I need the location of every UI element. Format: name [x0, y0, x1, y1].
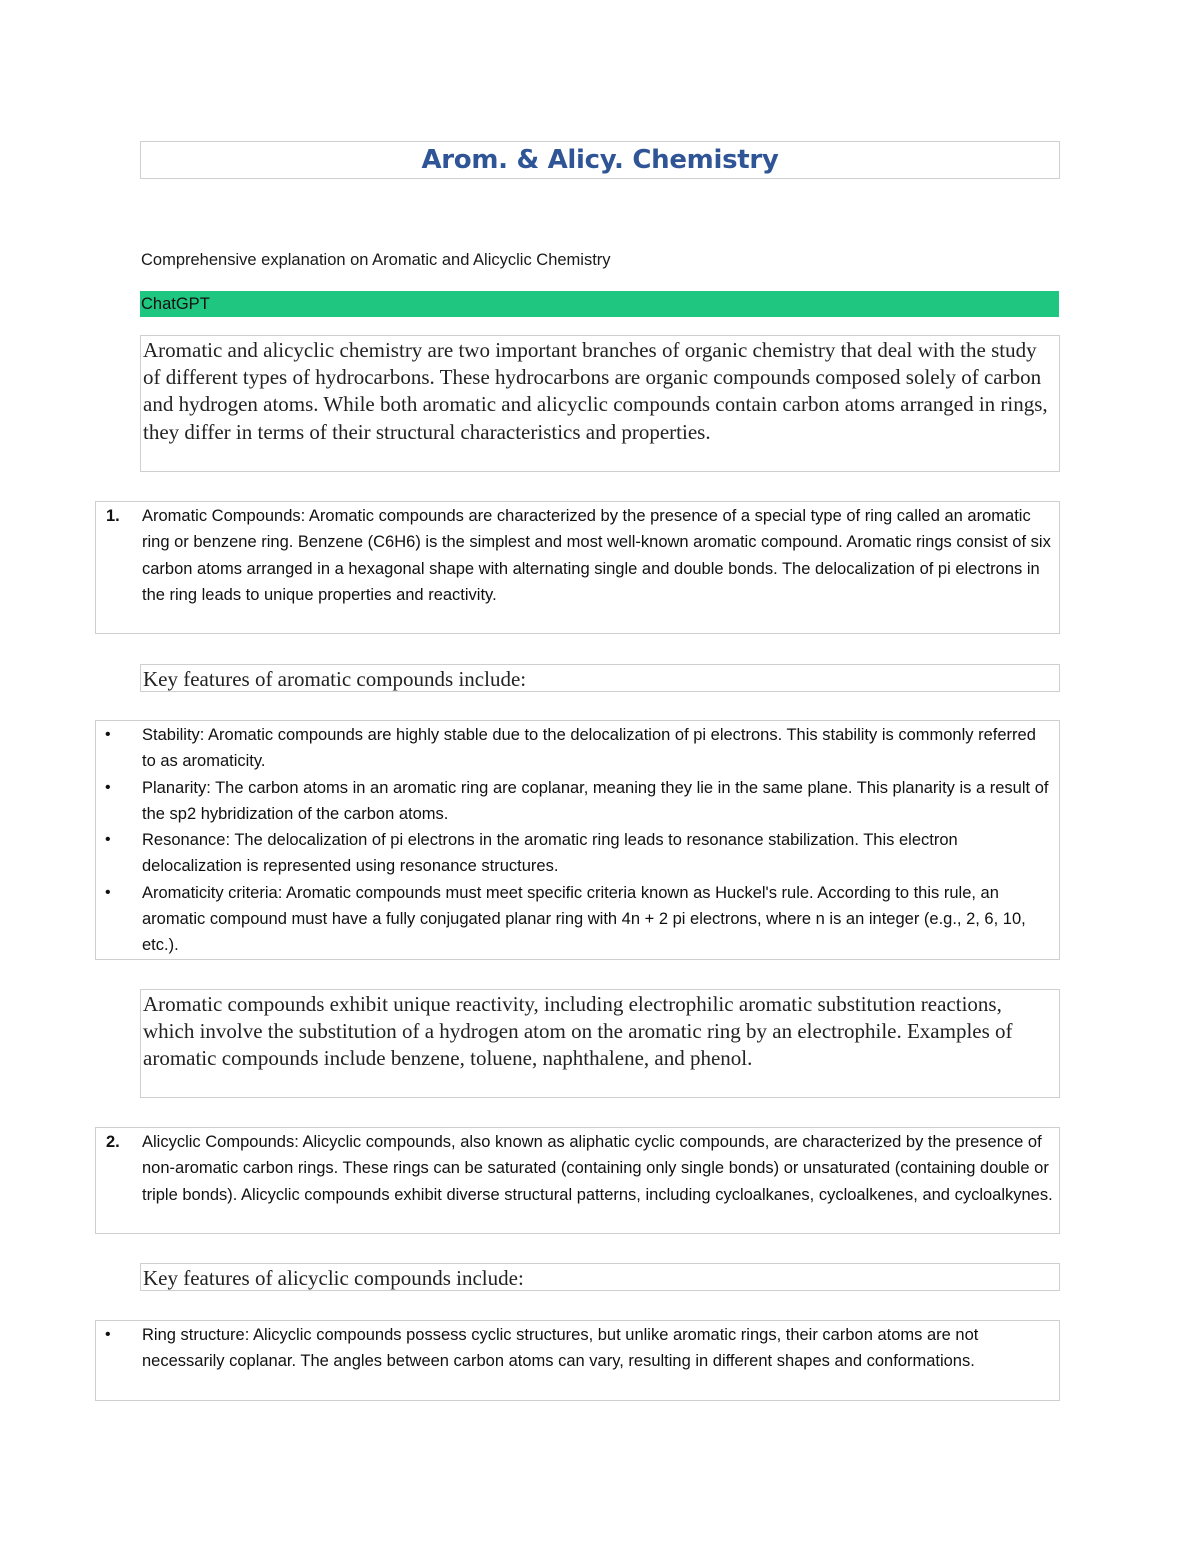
list-item	[96, 1129, 1053, 1208]
section-1-box	[95, 501, 1060, 634]
feature-text: Ring structure: Alicyclic compounds possess cyclic structures, but unlike aromatic rings, their carbon atoms are not necessarily coplanar. The angles between carbon atoms can vary, resulting in different shapes and conformations.	[142, 1326, 979, 1371]
section-2-box	[95, 1127, 1060, 1234]
list-item	[96, 722, 1053, 775]
list-number: 1.	[106, 507, 120, 525]
section-2-list	[96, 1129, 1053, 1208]
bullet-icon: •	[105, 726, 111, 743]
aromatic-reactivity-box	[140, 989, 1060, 1098]
list-item	[96, 827, 1053, 880]
alicyclic-features-heading-box	[140, 1263, 1060, 1291]
aromatic-features-heading-box	[140, 664, 1060, 692]
feature-text: Resonance: The delocalization of pi electrons in the aromatic ring leads to resonance stabilization. This electron delocalization is represented using resonance structures.	[142, 831, 958, 876]
intro-paragraph-box	[140, 335, 1060, 472]
section-1-list	[96, 503, 1053, 608]
feature-text: Planarity: The carbon atoms in an aromatic ring are coplanar, meaning they lie in the same plane. This planarity is a result of the sp2 hybridization of the carbon atoms.	[142, 778, 1049, 823]
bullet-icon: •	[105, 778, 111, 796]
list-item	[96, 503, 1053, 608]
alicyclic-features-heading: Key features of alicyclic compounds include:	[143, 1266, 524, 1290]
feature-text: Stability: Aromatic compounds are highly stable due to the delocalization of pi electrons. This stability is commonly referred to as aromaticity.	[142, 726, 1036, 771]
chatgpt-banner: ChatGPT	[140, 291, 1059, 317]
aromatic-features-box	[95, 720, 1060, 960]
title-box	[140, 141, 1060, 179]
document-title: Arom. & Alicy. Chemistry	[421, 145, 779, 175]
bullet-icon: •	[105, 1326, 111, 1343]
aromatic-reactivity-paragraph: Aromatic compounds exhibit unique reactivity, including electrophilic aromatic substitution reactions, which involve the substitution of a hydrogen atom on the aromatic ring by an electrophile. Examples of aromatic compounds include benzene, toluene, naphthalene, and phenol.	[143, 992, 1013, 1071]
section-2-text: Alicyclic Compounds: Alicyclic compounds, also known as aliphatic cyclic compounds, are characterized by the presence of non-aromatic carbon rings. These rings can be saturated (containing only single bonds) or unsaturated (containing double or triple bonds). Alicyclic compounds exhibit diverse structural patterns, including cycloalkanes, cycloalkenes, and cycloalkynes.	[142, 1133, 1053, 1204]
bullet-icon: •	[105, 831, 111, 849]
section-1-text: Aromatic Compounds: Aromatic compounds are characterized by the presence of a special type of ring called an aromatic ring or benzene ring. Benzene (C6H6) is the simplest and most well-known aromatic compound. Aromatic rings consist of six carbon atoms arranged in a hexagonal shape with alternating single and double bonds. The delocalization of pi electrons in the ring leads to unique properties and reactivity.	[142, 507, 1051, 604]
list-item	[96, 775, 1053, 828]
feature-text: Aromaticity criteria: Aromatic compounds must meet specific criteria known as Huckel's rule. According to this rule, an aromatic compound must have a fully conjugated planar ring with 4n + 2 pi electrons, where n is an integer (e.g., 2, 6, 10, etc.).	[142, 883, 1026, 955]
list-number: 2.	[106, 1133, 120, 1151]
list-item	[96, 1322, 1053, 1375]
alicyclic-features-box	[95, 1320, 1060, 1401]
intro-paragraph: Aromatic and alicyclic chemistry are two important branches of organic chemistry that deal with the study of different types of hydrocarbons. These hydrocarbons are organic compounds composed solely of carbon and hydrogen atoms. While both aromatic and alicyclic compounds contain carbon atoms arranged in rings, they differ in terms of their structural characteristics and properties.	[143, 338, 1048, 444]
bullet-icon: •	[105, 883, 111, 901]
alicyclic-features-list	[96, 1322, 1053, 1375]
document-subtitle: Comprehensive explanation on Aromatic and Alicyclic Chemistry	[141, 251, 611, 269]
list-item	[96, 880, 1053, 959]
aromatic-features-list	[96, 722, 1053, 959]
aromatic-features-heading: Key features of aromatic compounds include:	[143, 667, 527, 691]
